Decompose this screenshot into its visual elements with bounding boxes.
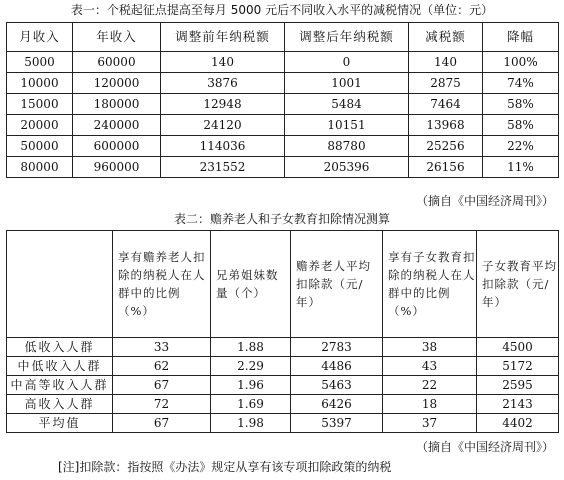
table-cell: 88780 bbox=[285, 136, 409, 157]
table-cell: 120000 bbox=[73, 73, 161, 94]
table-cell: 33 bbox=[113, 338, 211, 357]
table-cell: 1001 bbox=[285, 73, 409, 94]
table-cell: 22 bbox=[383, 376, 477, 395]
table-cell: 26156 bbox=[409, 157, 483, 178]
table-cell: 1.98 bbox=[211, 414, 291, 433]
row-label: 中低收入人群 bbox=[7, 357, 113, 376]
tax-reduction-table bbox=[6, 22, 559, 178]
table-cell: 0 bbox=[285, 52, 409, 73]
table-cell: 10000 bbox=[7, 73, 73, 94]
table-row bbox=[7, 157, 559, 178]
table-cell: 6426 bbox=[291, 395, 383, 414]
table2-title: 表二：赡养老人和子女教育扣除情况测算 bbox=[173, 212, 390, 226]
footnote: [注]扣除款：指按照《办法》规定从享有该专项扣除政策的纳税 bbox=[58, 460, 392, 474]
header-cell: 年收入 bbox=[73, 23, 161, 52]
table-cell: 12948 bbox=[161, 94, 285, 115]
table-cell: 67 bbox=[113, 414, 211, 433]
table-cell: 72 bbox=[113, 395, 211, 414]
table-cell: 180000 bbox=[73, 94, 161, 115]
header-cell bbox=[7, 231, 113, 338]
table-cell: 13968 bbox=[409, 115, 483, 136]
table-cell: 2.29 bbox=[211, 357, 291, 376]
table-cell: 205396 bbox=[285, 157, 409, 178]
table-cell: 5484 bbox=[285, 94, 409, 115]
header-cell: 子女教育平均扣除款（元/年） bbox=[477, 231, 559, 338]
header-cell: 降幅 bbox=[483, 23, 559, 52]
header-cell: 调整后年纳税额 bbox=[285, 23, 409, 52]
row-label: 平均值 bbox=[7, 414, 113, 433]
table-cell: 80000 bbox=[7, 157, 73, 178]
table-row bbox=[7, 376, 559, 395]
table1-title: 表一：个税起征点提高至每月 5000 元后不同收入水平的减税情况（单位：元） bbox=[70, 3, 494, 17]
table-cell: 15000 bbox=[7, 94, 73, 115]
table-cell: 2783 bbox=[291, 338, 383, 357]
table-cell: 114036 bbox=[161, 136, 285, 157]
table-cell: 5172 bbox=[477, 357, 559, 376]
table-cell: 240000 bbox=[73, 115, 161, 136]
header-cell: 享有赡养老人扣除的纳税人在人群中的比例（%） bbox=[113, 231, 211, 338]
deduction-table bbox=[6, 230, 559, 433]
table-cell: 2875 bbox=[409, 73, 483, 94]
table-cell: 22% bbox=[483, 136, 559, 157]
table-cell: 960000 bbox=[73, 157, 161, 178]
table-cell: 1.88 bbox=[211, 338, 291, 357]
table-row bbox=[7, 115, 559, 136]
table-cell: 58% bbox=[483, 94, 559, 115]
table-cell: 24120 bbox=[161, 115, 285, 136]
table-cell: 4486 bbox=[291, 357, 383, 376]
table-cell: 58% bbox=[483, 115, 559, 136]
table-row bbox=[7, 52, 559, 73]
table-cell: 5397 bbox=[291, 414, 383, 433]
table-cell: 20000 bbox=[7, 115, 73, 136]
table-cell: 140 bbox=[409, 52, 483, 73]
table-cell: 100% bbox=[483, 52, 559, 73]
table-header-row bbox=[7, 231, 559, 338]
table-cell: 2595 bbox=[477, 376, 559, 395]
table-cell: 5463 bbox=[291, 376, 383, 395]
table-row bbox=[7, 136, 559, 157]
table-cell: 231552 bbox=[161, 157, 285, 178]
table-cell: 60000 bbox=[73, 52, 161, 73]
table-cell: 38 bbox=[383, 338, 477, 357]
table-cell: 18 bbox=[383, 395, 477, 414]
table-cell: 4402 bbox=[477, 414, 559, 433]
header-cell: 赡养老人平均扣除款（元/年） bbox=[291, 231, 383, 338]
table-cell: 50000 bbox=[7, 136, 73, 157]
table-cell: 10151 bbox=[285, 115, 409, 136]
header-cell: 享有子女教育扣除的纳税人在人群中的比例（%） bbox=[383, 231, 477, 338]
table-cell: 4500 bbox=[477, 338, 559, 357]
table-cell: 1.96 bbox=[211, 376, 291, 395]
table-cell: 3876 bbox=[161, 73, 285, 94]
table-cell: 11% bbox=[483, 157, 559, 178]
row-label: 中高等收入人群 bbox=[7, 376, 113, 395]
row-label: 低收入人群 bbox=[7, 338, 113, 357]
table-cell: 1.69 bbox=[211, 395, 291, 414]
table-cell: 140 bbox=[161, 52, 285, 73]
table-row bbox=[7, 338, 559, 357]
table2-source: （摘自《中国经济周刊》） bbox=[415, 440, 554, 454]
table-cell: 2143 bbox=[477, 395, 559, 414]
table-cell: 62 bbox=[113, 357, 211, 376]
header-cell: 调整前年纳税额 bbox=[161, 23, 285, 52]
table-cell: 43 bbox=[383, 357, 477, 376]
table-cell: 5000 bbox=[7, 52, 73, 73]
table-row bbox=[7, 414, 559, 433]
table-cell: 7464 bbox=[409, 94, 483, 115]
table-cell: 600000 bbox=[73, 136, 161, 157]
table-row bbox=[7, 395, 559, 414]
header-cell: 减税额 bbox=[409, 23, 483, 52]
table-cell: 74% bbox=[483, 73, 559, 94]
table-cell: 37 bbox=[383, 414, 477, 433]
header-cell: 月收入 bbox=[7, 23, 73, 52]
table-header-row bbox=[7, 23, 559, 52]
header-cell: 兄弟姐妹数量（个） bbox=[211, 231, 291, 338]
table1-source: （摘自《中国经济周刊》） bbox=[415, 194, 554, 208]
table-cell: 25256 bbox=[409, 136, 483, 157]
table-row bbox=[7, 357, 559, 376]
table-cell: 67 bbox=[113, 376, 211, 395]
row-label: 高收入人群 bbox=[7, 395, 113, 414]
table-row bbox=[7, 94, 559, 115]
table-row bbox=[7, 73, 559, 94]
